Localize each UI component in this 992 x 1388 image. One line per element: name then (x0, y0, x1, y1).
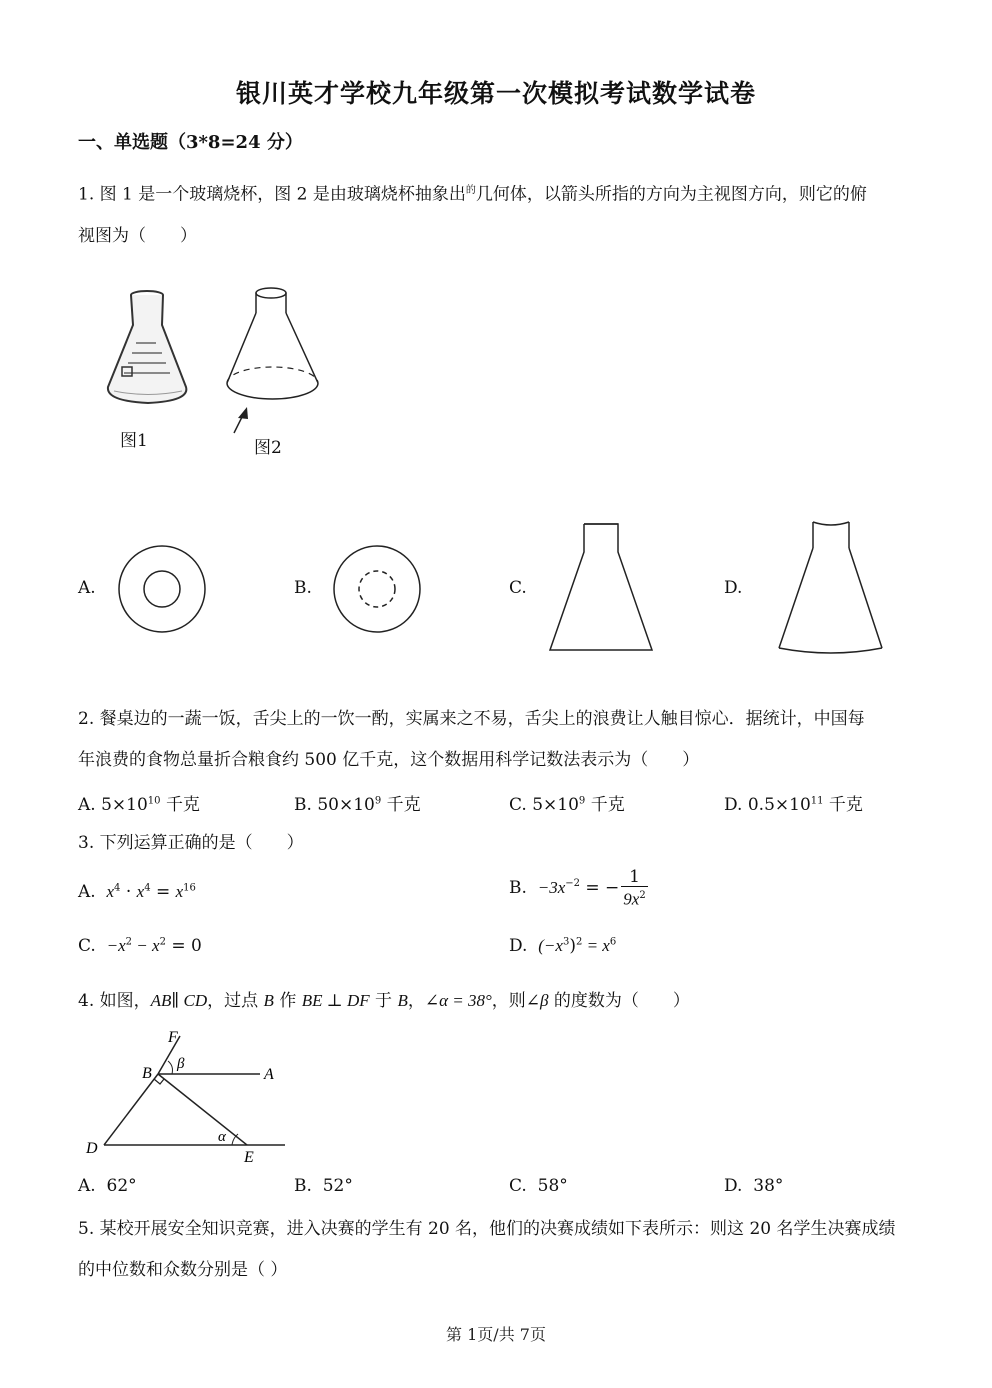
q1-option-c-figure (546, 522, 656, 654)
q4-option-a-value: 62° (106, 1176, 137, 1196)
q2-option-d-label: D. (724, 795, 743, 815)
q3-a-x2: x (136, 882, 145, 901)
beaker-figure (100, 285, 200, 415)
q4-option-b (294, 1176, 353, 1196)
q3-b-eq: = − (580, 877, 620, 898)
q4-option-c-value: 58° (537, 1176, 568, 1196)
q4-label-f: F (168, 1029, 178, 1046)
q4-b-point: B (263, 991, 274, 1010)
q3-option-c-label: C. (78, 936, 96, 956)
q3-d-eq: = x (582, 936, 610, 955)
q4-perp: BE ⊥ DF (301, 991, 370, 1010)
q1-stem-post: 几何体，以箭头所指的方向为主视图方向，则它的俯 (475, 184, 867, 205)
solid-figure (222, 285, 332, 440)
q3-b-den-exp: 2 (639, 890, 646, 901)
q1-option-a-label: A. (78, 578, 96, 598)
q1-option-d-label: D. (724, 578, 743, 598)
q2-option-b-exp: 9 (374, 795, 382, 807)
q4-alpha-eq: ∠α = 38° (424, 991, 492, 1010)
q5-stem-line1: 5. 某校开展安全知识竞赛，进入决赛的学生有 20 名，他们的决赛成绩如下表所示：则这 20 名学生决赛成绩 (78, 1219, 896, 1239)
q3-a-eq: = (150, 882, 176, 902)
q4-label-e: E (244, 1149, 254, 1166)
q3-c-e1: 2 (125, 936, 133, 948)
q4-mid2: 作 (273, 991, 302, 1011)
q3-option-b-label: B. (509, 877, 527, 898)
q2-option-d-base: 0.5×10 (747, 795, 811, 815)
q3-c-e2: 2 (159, 936, 166, 948)
q3-a-e3: 16 (183, 882, 196, 894)
q4-stem (78, 990, 690, 1012)
q3-c-rhs: = 0 (165, 936, 202, 956)
q4-label-d: D (86, 1140, 98, 1157)
q2-option-b (294, 790, 421, 815)
q3-a-dot: · (120, 882, 137, 902)
q3-b-lhs: −3x (537, 877, 566, 897)
q3-b-num: 1 (621, 868, 647, 887)
q3-a-e1: 4 (114, 882, 121, 894)
q3-option-d (509, 936, 616, 956)
q4-label-a: A (264, 1066, 274, 1083)
q4-geometry-figure (80, 1028, 300, 1168)
q1-option-b-label: B. (294, 578, 312, 598)
q3-b-fraction (621, 868, 647, 909)
q4-option-c-label: C. (509, 1176, 527, 1196)
q3-b-den: 9x (623, 889, 640, 909)
q4-option-b-label: B. (294, 1176, 312, 1196)
q3-b-lhs-exp: −2 (565, 878, 580, 890)
fig1-caption: 图1 (120, 431, 148, 451)
q4-label-beta: β (177, 1056, 185, 1072)
q2-option-d (724, 790, 863, 815)
q4-mid3: 于 (369, 991, 398, 1011)
q3-option-a-label: A. (78, 882, 96, 902)
q4-option-a (78, 1176, 137, 1196)
q4-b-point2: B (397, 991, 408, 1010)
q1-option-c-label: C. (509, 578, 527, 598)
q2-option-c-unit: 千克 (590, 795, 625, 815)
q2-option-a-unit: 千克 (165, 795, 200, 815)
q1-stem-sup: 的 (465, 185, 476, 196)
q4-ab-parallel: AB∥ CD (150, 991, 208, 1010)
fig2-caption: 图2 (254, 438, 282, 458)
q2-option-a-label: A. (78, 795, 96, 815)
q3-option-b (509, 868, 648, 909)
q2-option-b-base: 50×10 (317, 795, 375, 815)
q2-option-a-exp: 10 (147, 795, 161, 807)
q4-option-a-label: A. (78, 1176, 96, 1196)
q4-label-alpha: α (218, 1129, 226, 1145)
q2-stem-line2: 年浪费的食物总量折合粮食约 500 亿千克，这个数据用科学记数法表示为（ ） (78, 750, 700, 770)
q4-beta: ∠β (525, 991, 549, 1010)
q4-mid4: ， (407, 991, 425, 1011)
q2-option-c-base: 5×10 (532, 795, 579, 815)
q1-stem-line2: 视图为（ ） (78, 226, 197, 246)
q1-option-a-figure (117, 544, 207, 634)
q4-label-b: B (142, 1065, 152, 1082)
section-heading: 一、单选题（3*8=24 分） (78, 132, 303, 153)
q3-c-t1: −x (106, 936, 126, 955)
q2-option-d-exp: 11 (810, 795, 824, 807)
q4-option-b-value: 52° (322, 1176, 353, 1196)
q3-d-rhs-exp: 6 (609, 936, 617, 948)
q3-stem: 3. 下列运算正确的是（ ） (78, 833, 304, 853)
page-title: 银川英才学校九年级第一次模拟考试数学试卷 (235, 79, 756, 108)
q3-a-x3: x (175, 882, 184, 901)
q2-stem-line1: 2. 餐桌边的一蔬一饭，舌尖上的一饮一酌，实属来之不易，舌尖上的浪费让人触目惊心．据统计，中国每 (78, 709, 865, 729)
q3-c-mid: − x (132, 936, 160, 955)
q3-d-open: (−x (538, 936, 563, 955)
q2-option-d-unit: 千克 (828, 795, 863, 815)
q2-option-c-label: C. (509, 795, 527, 815)
q3-option-a (78, 882, 196, 902)
q1-option-b-figure (332, 544, 422, 634)
page-footer: 第 1页/共 7页 (446, 1325, 546, 1344)
q1-stem-line1 (78, 180, 867, 206)
q3-a-e2: 4 (144, 882, 151, 894)
q3-d-close: ) (569, 936, 576, 956)
q2-option-b-unit: 千克 (386, 795, 421, 815)
q3-a-x1: x (106, 882, 115, 901)
q2-option-b-label: B. (294, 795, 312, 815)
q4-mid5: ，则 (491, 991, 526, 1011)
q1-option-d-figure (776, 518, 886, 658)
q4-option-c (509, 1176, 568, 1196)
q4-option-d (724, 1176, 783, 1196)
q4-mid1: ，过点 (207, 991, 264, 1011)
q1-stem-pre: 1. 图 1 是一个玻璃烧杯，图 2 是由玻璃烧杯抽象出 (78, 184, 466, 205)
q2-option-a-base: 5×10 (101, 795, 148, 815)
q5-stem-line2: 的中位数和众数分别是（ ） (78, 1260, 288, 1280)
q3-option-c (78, 936, 202, 956)
q2-option-c-exp: 9 (578, 795, 586, 807)
q4-option-d-label: D. (724, 1176, 743, 1196)
q3-d-outer-exp: 2 (575, 936, 583, 948)
q2-option-a (78, 790, 200, 815)
q3-d-inner-exp: 3 (562, 936, 570, 948)
q4-stem-pre: 4. 如图， (78, 991, 151, 1011)
q3-option-d-label: D. (509, 936, 528, 956)
q4-post: 的度数为（ ） (548, 991, 690, 1011)
q4-option-d-value: 38° (753, 1176, 784, 1196)
q2-option-c (509, 790, 625, 815)
